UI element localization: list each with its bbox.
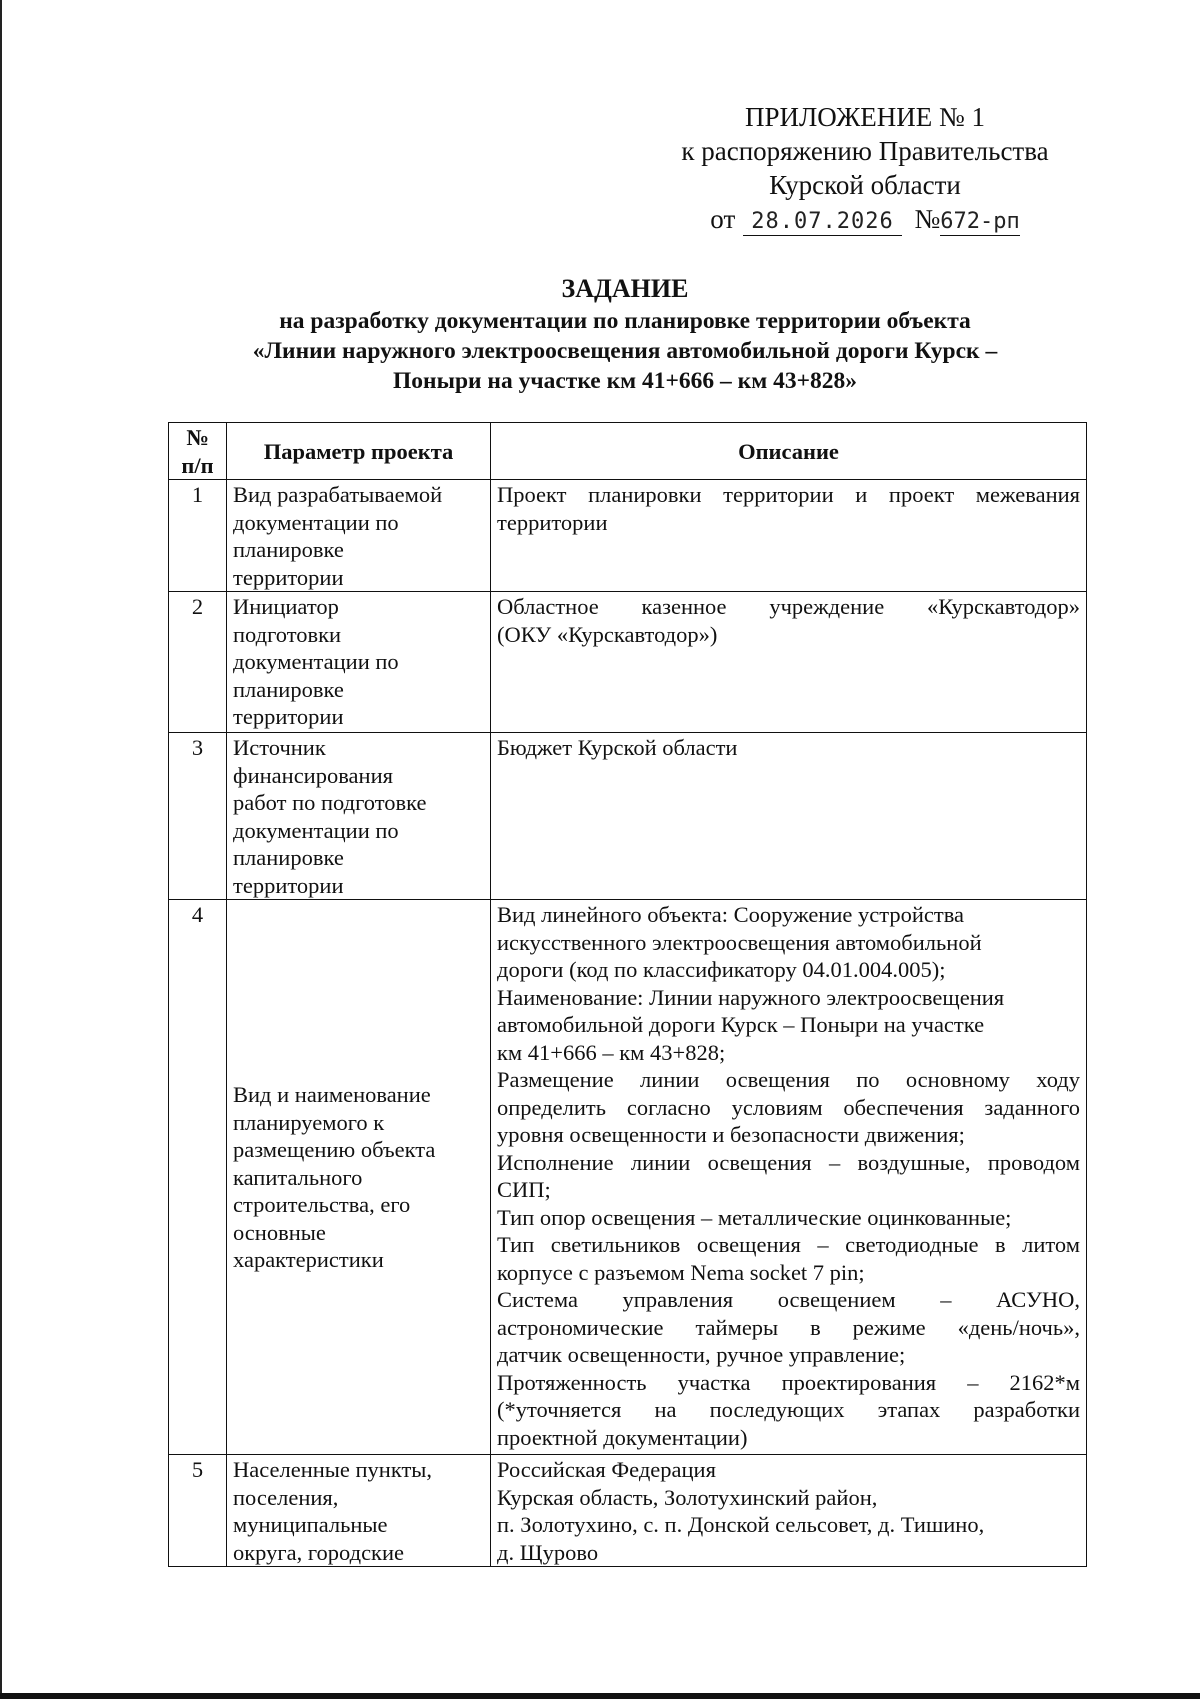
parameter-line: Инициатор — [233, 594, 339, 619]
parameter-line: документации по — [233, 509, 399, 535]
appendix-block — [640, 100, 1090, 236]
parameter-line: планировке — [233, 676, 344, 702]
number-prefix: № — [914, 204, 941, 234]
table-body — [169, 480, 1087, 1567]
description-line: корпусе с разъемом Nema socket 7 pin; — [497, 1259, 865, 1285]
row-parameter — [227, 592, 491, 733]
description-line: искусственного электроосвещения автомобильной — [497, 929, 982, 955]
appendix-line-2: Курской области — [769, 170, 961, 200]
description-line: Наименование: Линии наружного электроосвещения — [497, 984, 1005, 1010]
description-line: Проект планировки территории и проект межевания — [497, 482, 1080, 507]
description-line: астрономические таймеры в режиме «день/ночь», — [497, 1314, 1080, 1340]
description-line: д. Щурово — [497, 1539, 599, 1565]
assignment-table — [168, 422, 1087, 1567]
appendix-date-line — [640, 202, 1090, 236]
parameter-line: работ по подготовке — [233, 790, 427, 815]
description-line: (*уточняется на последующих этапах разработки — [497, 1397, 1080, 1422]
row-parameter — [227, 480, 491, 592]
appendix-title: ПРИЛОЖЕНИЕ № 1 — [744, 102, 986, 132]
parameter-line: строительства, его — [233, 1192, 411, 1218]
table-row — [169, 592, 1087, 733]
description-line: Бюджет Курской области — [497, 735, 738, 760]
row-description — [491, 900, 1087, 1455]
description-line: км 41+666 – км 43+828; — [497, 1039, 726, 1065]
parameter-line: планируемого к — [233, 1109, 385, 1135]
row-description — [491, 1455, 1087, 1567]
description-line: Система управления освещением – АСУНО, — [497, 1287, 1080, 1312]
description-line: Вид линейного объекта: Сооружение устройства — [497, 902, 965, 927]
parameter-line: капитального — [233, 1164, 363, 1190]
parameter-line: финансирования — [233, 762, 393, 788]
header-num: № п/п — [169, 423, 227, 480]
description-line: Тип светильников освещения – светодиодные в литом — [497, 1232, 1080, 1257]
parameter-line: Источник — [233, 735, 326, 760]
row-number: 2 — [169, 592, 227, 733]
row-parameter — [227, 900, 491, 1455]
description-line: уровня освещенности и безопасности движения; — [497, 1122, 965, 1147]
parameter-line: территории — [233, 704, 344, 729]
parameter-line: планировке — [233, 845, 344, 870]
parameter-line: размещению объекта — [233, 1137, 436, 1163]
description-line: определить согласно условиям обеспечения заданного — [497, 1094, 1080, 1120]
order-date: 28.07.2026 — [743, 209, 901, 236]
scan-edge — [0, 0, 2, 1699]
subtitle-line: Поныри на участке км 41+666 – км 43+828» — [393, 368, 857, 394]
description-line: Курская область, Золотухинский район, — [497, 1484, 878, 1510]
parameter-line: документации по — [233, 649, 399, 674]
parameter-line: муниципальные — [233, 1512, 388, 1537]
table-row — [169, 480, 1087, 592]
description-line: п. Золотухино, с. п. Донской сельсовет, д. Тишино, — [497, 1512, 985, 1537]
parameter-line: территории — [233, 872, 344, 898]
description-line: территории — [497, 509, 608, 535]
appendix-line-1: к распоряжению Правительства — [681, 136, 1049, 166]
description-line: дороги (код по классификатору 04.01.004.005); — [497, 957, 946, 982]
table-row — [169, 1455, 1087, 1567]
parameter-line: документации по — [233, 817, 399, 843]
parameter-line: основные — [233, 1219, 326, 1245]
description-line: Исполнение линии освещения – воздушные, проводом — [497, 1149, 1080, 1175]
description-line: (ОКУ «Курскавтодор») — [497, 621, 718, 647]
row-number: 1 — [169, 480, 227, 592]
table-row — [169, 733, 1087, 900]
description-line: Размещение линии освещения по основному ходу — [497, 1067, 1080, 1092]
row-number: 3 — [169, 733, 227, 900]
scan-edge-bottom — [0, 1693, 1200, 1699]
row-parameter — [227, 1455, 491, 1567]
description-line: автомобильной дороги Курск – Поныри на участке — [497, 1012, 985, 1037]
parameter-line: Вид разрабатываемой — [233, 482, 443, 507]
description-line: Тип опор освещения – металлические оцинкованные; — [497, 1204, 1012, 1230]
parameter-line: Вид и наименование — [233, 1082, 431, 1108]
description-line: Областное казенное учреждение «Курскавтодор» — [497, 594, 1080, 619]
description-line: проектной документации) — [497, 1424, 748, 1450]
subtitle-line: «Линии наружного электроосвещения автомобильной дороги Курск – — [252, 338, 998, 364]
table-header-row — [169, 423, 1087, 480]
document-title: ЗАДАНИЕ — [561, 274, 689, 303]
order-number: 672-рп — [940, 209, 1020, 234]
parameter-line: характеристики — [233, 1247, 384, 1273]
parameter-line: Населенные пункты, — [233, 1457, 433, 1482]
description-line: Протяженность участка проектирования – 2162*м — [497, 1369, 1080, 1395]
parameter-line: поселения, — [233, 1484, 339, 1510]
header-desc: Описание — [491, 423, 1087, 480]
description-line: датчик освещенности, ручное управление; — [497, 1342, 906, 1367]
row-description — [491, 592, 1087, 733]
date-prefix: от — [710, 204, 736, 234]
row-description — [491, 733, 1087, 900]
parameter-line: территории — [233, 564, 344, 590]
description-line: СИП; — [497, 1177, 551, 1202]
row-number: 5 — [169, 1455, 227, 1567]
parameter-line: округа, городские — [233, 1539, 405, 1565]
document-heading — [160, 272, 1090, 396]
row-parameter — [227, 733, 491, 900]
parameter-line: планировке — [233, 537, 344, 562]
table-row — [169, 900, 1087, 1455]
parameter-line: подготовки — [233, 621, 342, 647]
row-number: 4 — [169, 900, 227, 1455]
document-subtitle — [160, 306, 1090, 396]
description-line: Российская Федерация — [497, 1457, 716, 1482]
subtitle-line: на разработку документации по планировке территории объекта — [279, 308, 971, 334]
header-param: Параметр проекта — [227, 423, 491, 480]
row-description — [491, 480, 1087, 592]
